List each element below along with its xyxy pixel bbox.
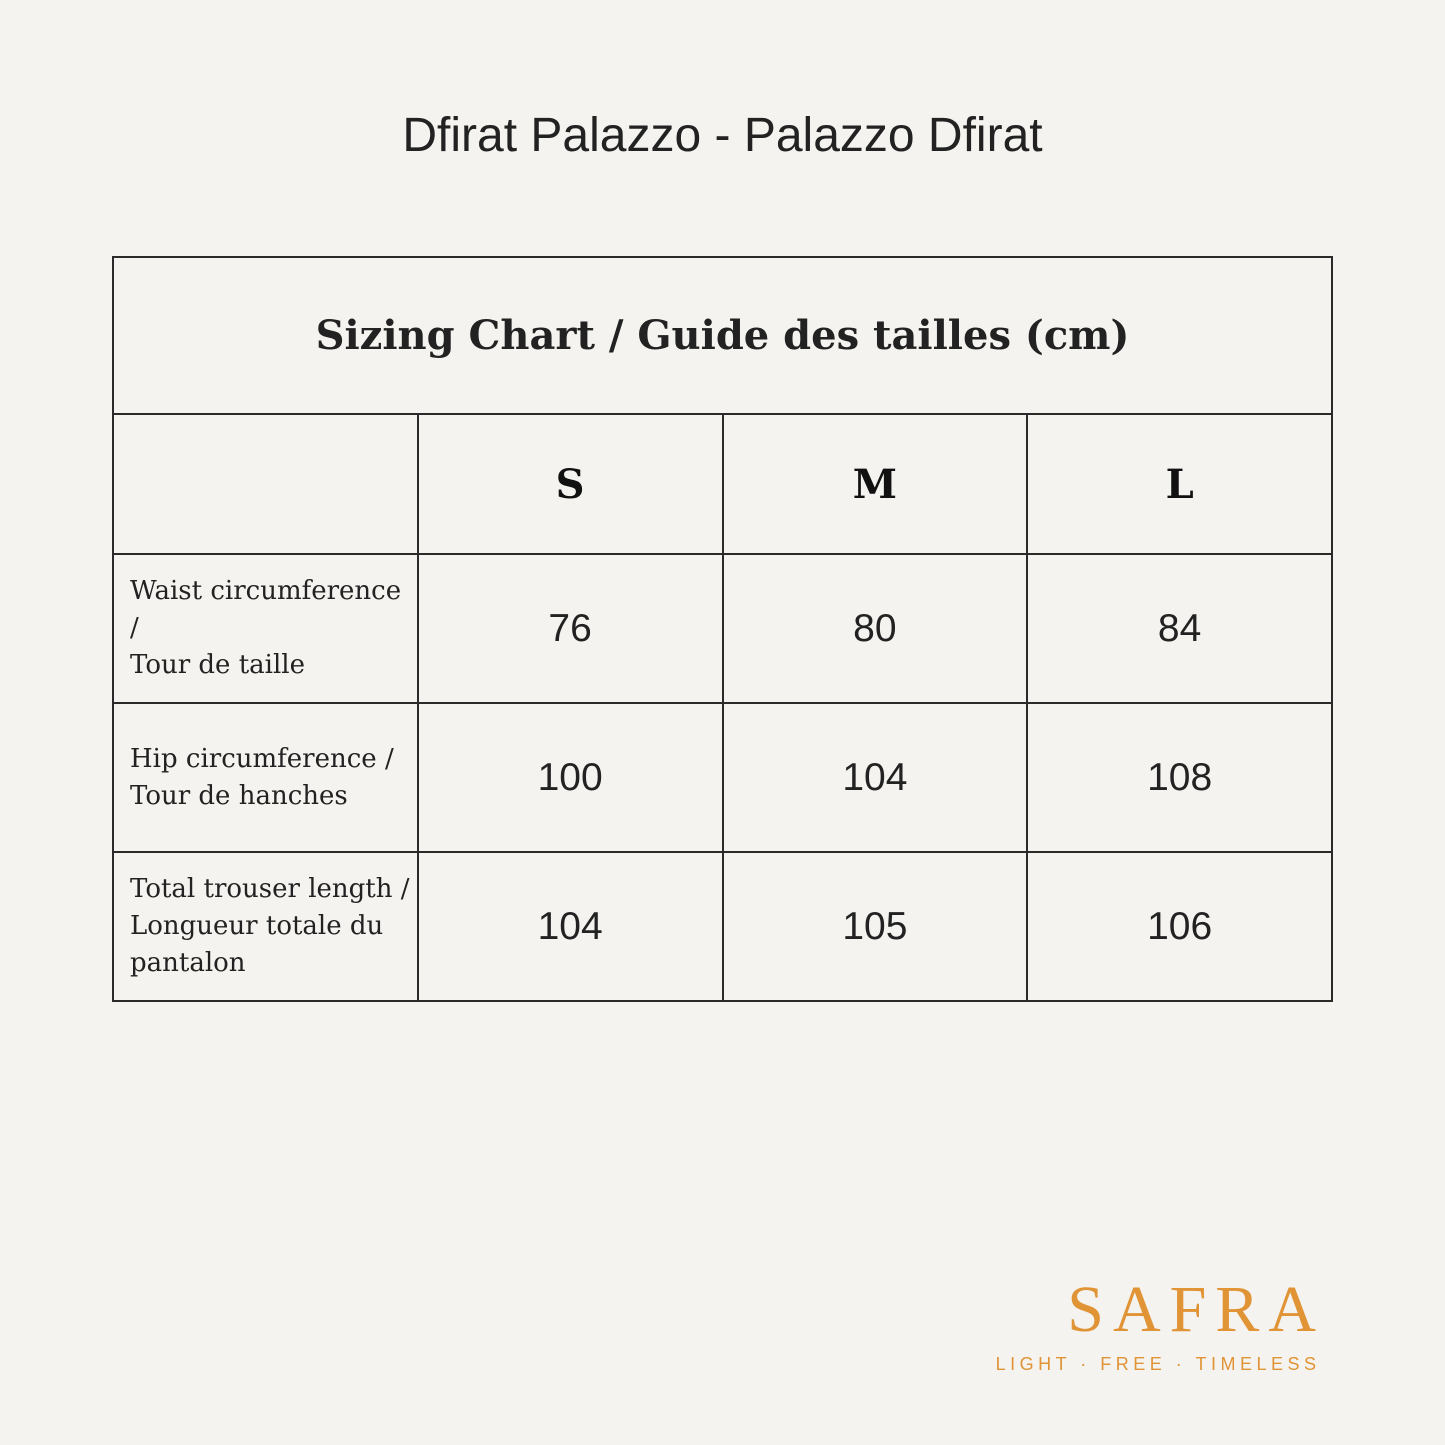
header-size-s: S	[418, 414, 723, 554]
page-title: Dfirat Palazzo - Palazzo Dfirat	[402, 109, 1043, 162]
row-label-fr: Tour de taille	[130, 650, 305, 680]
value-cell: 76	[418, 554, 723, 703]
table-caption-row	[113, 257, 1332, 414]
value-cell: 108	[1027, 703, 1332, 852]
table-row	[113, 703, 1332, 852]
table-header-row	[113, 414, 1332, 554]
row-label-fr: Longueur totale du pantalon	[130, 911, 384, 978]
brand-tagline: LIGHT · FREE · TIMELESS	[995, 1354, 1321, 1374]
row-label-length	[113, 852, 418, 1001]
sizing-table	[112, 256, 1333, 1002]
table-row	[113, 852, 1332, 1001]
table-caption: Sizing Chart / Guide des tailles (cm)	[113, 257, 1332, 414]
value-cell: 80	[723, 554, 1028, 703]
row-label-en: Hip circumference /	[130, 743, 394, 774]
value-cell: 105	[723, 852, 1028, 1001]
value-cell: 100	[418, 703, 723, 852]
value-cell: 84	[1027, 554, 1332, 703]
row-label-hip	[113, 703, 418, 852]
value-cell: 106	[1027, 852, 1332, 1001]
row-label-fr: Tour de hanches	[130, 780, 348, 811]
brand-name: SAFRA	[1067, 1273, 1325, 1346]
value-cell: 104	[418, 852, 723, 1001]
header-empty-cell	[113, 414, 418, 554]
row-label-waist	[113, 554, 418, 703]
value-cell: 104	[723, 703, 1028, 852]
header-size-m: M	[723, 414, 1028, 554]
brand-logo	[995, 1273, 1325, 1375]
table-row	[113, 554, 1332, 703]
header-size-l: L	[1027, 414, 1332, 554]
row-label-en: Waist circumference /	[130, 576, 402, 643]
row-label-en: Total trouser length /	[130, 874, 410, 904]
